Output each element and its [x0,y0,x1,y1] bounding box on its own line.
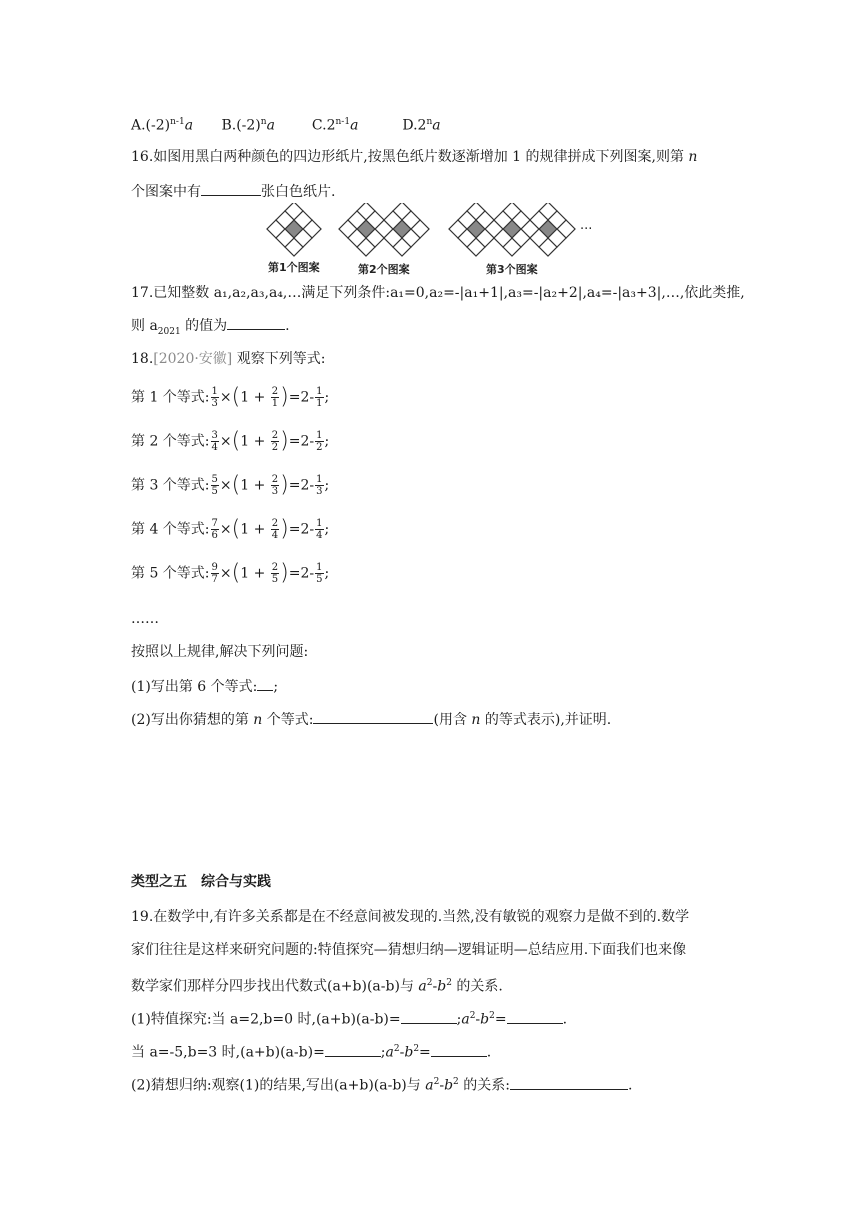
caption-3: 第3个图案 [486,263,538,276]
figure-ellipsis: ··· [580,222,593,237]
caption-2: 第2个图案 [358,263,410,276]
q19-part1: (1)特值探究:当 a=2,b=0 时$,(a+b)(a-b)= ;a^2-b^2=$ . [131,1006,567,1030]
option-d[interactable]: D.2$^n$a [402,117,441,134]
q16-line1: 16.如图用黑白两种颜色的四边形纸片,按黑色纸片数逐渐增加 1 的规律拼成下列图案,则第 n [131,149,698,165]
q18-header: 18.[2020·安徽] 观察下列等式: [131,351,326,367]
option-c[interactable]: C.2$^{n-1}$a [311,117,359,134]
answer-blank[interactable] [401,1008,457,1024]
q19-part1b: 当 a=-5,b=3 时$,(a+b)(a-b)= ;a^2-b^2=$ . [131,1039,491,1063]
q19-part2: (2)猜想归纳:观察(1)的结果,写出(a+b)(a-b)与 $a^2-b^2$ 的关系: . [131,1072,632,1096]
answer-blank[interactable] [325,1041,381,1057]
answer-blank[interactable] [313,708,433,724]
pattern-1 [267,203,321,256]
equation-1: 第 1 个等式: $\frac{1}{3}$ ×(1 + $\frac{2}{1}$ )=2- $\frac{1}{1}$ ; [131,384,330,410]
pattern-2 [339,203,429,256]
caption-1: 第1个图案 [268,261,320,274]
source-tag: [2020·安徽] [153,351,233,367]
q19-line3: 数学家们那样分四步找出代数式(a+b)(a-b)与 $a^2-b^2$ 的关系. [131,978,503,995]
section-title: 类型之五 综合与实践 [131,874,271,890]
q16-line2: 个图案中有 张白色纸片. [131,180,335,202]
q19-line1: 19.在数学中,有许多关系都是在不经意间被发现的.当然,没有敏锐的观察力是做不到的.数学 [131,909,690,925]
tile-pattern-figure [260,203,600,277]
answer-blank[interactable] [257,675,273,691]
option-a[interactable]: $A.(-2)^{n-1}a$ [131,117,194,134]
q18-part1: (1)写出第 6 个等式: ; [131,675,278,697]
pattern-3 [449,203,575,256]
answer-blank[interactable] [431,1041,487,1057]
answer-blank[interactable] [227,314,285,330]
q18-part2: (2)写出你猜想的第 n 个等式: (用含 n 的等式表示),并证明. [131,708,611,730]
answer-blank[interactable] [507,1008,563,1024]
equation-3: 第 3 个等式: $\frac{5}{5}$ ×(1 + $\frac{2}{3}$ )=2- $\frac{1}{3}$ ; [131,472,330,498]
answer-blank[interactable] [201,180,261,196]
equation-2: 第 2 个等式: $\frac{3}{4}$ ×(1 + $\frac{2}{2}$ )=2- $\frac{1}{2}$ ; [131,428,330,454]
q17-line1: 17.已知整数 a₁,a₂,a₃,a₄,…满足下列条件:a₁=0,a₂=-|a₁+1|,a₃=-|a₂+2|,a₄=-|a₃+3|,…,依此类推, [131,285,745,301]
q19-line2: 家们往往是这样来研究问题的:特值探究—猜想归纳—逻辑证明—总结应用.下面我们也来像 [131,942,687,958]
equation-4: 第 4 个等式: $\frac{7}{6}$ ×(1 + $\frac{2}{4}$ )=2- $\frac{1}{4}$ ; [131,516,330,542]
q17-line2: 则 $a_{2021}$ 的值为 . [131,314,290,342]
q18-rule: 按照以上规律,解决下列问题: [131,644,309,660]
answer-blank[interactable] [510,1074,628,1090]
q18-dots: …… [131,611,159,627]
option-b[interactable]: $B.(-2)^na$ [221,117,275,134]
equation-5: 第 5 个等式: $\frac{9}{7}$ ×(1 + $\frac{2}{5}$ )=2- $\frac{1}{5}$ ; [131,560,330,586]
q15-options [131,112,488,136]
